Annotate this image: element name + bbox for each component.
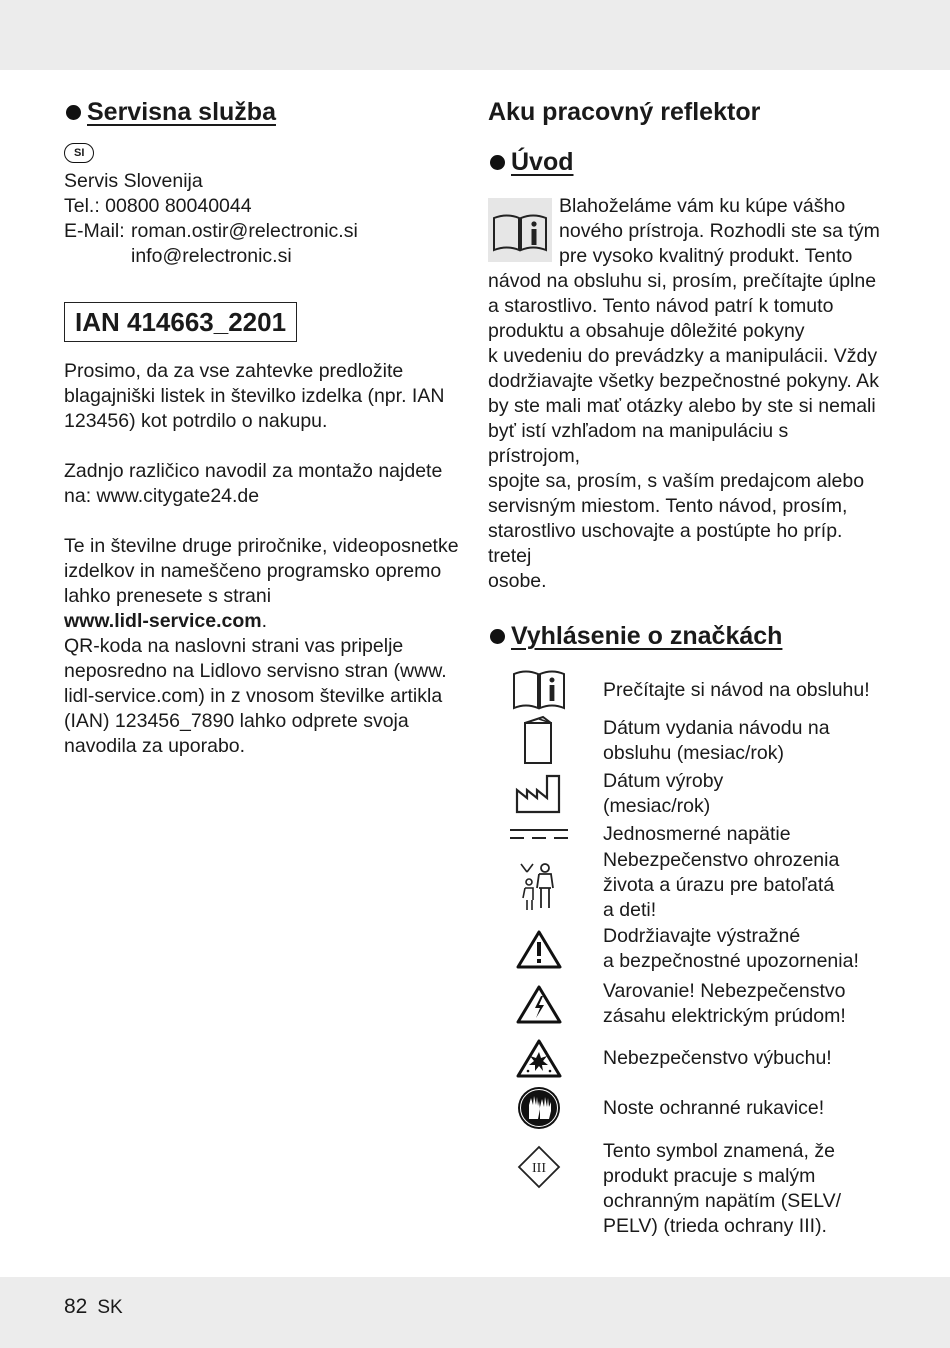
- manual-date-icon: [488, 715, 590, 767]
- electric-shock-icon: [488, 984, 590, 1024]
- symbol-text: Noste ochranné rukavice!: [603, 1096, 825, 1119]
- service-text: [64, 359, 464, 759]
- symbol-row: [488, 848, 880, 923]
- symbol-row: [488, 923, 880, 975]
- symbol-text: Jednosmerné napätie: [603, 822, 791, 845]
- symbol-row: [488, 1033, 880, 1083]
- symbol-text: Dátum vydania návodu na obsluhu (mesiac/rok): [603, 717, 830, 764]
- latest-version-paragraph: Zadnjo različico navodil za montažo najdete na: www.citygate24.de: [64, 460, 443, 507]
- bullet-icon: [490, 629, 505, 644]
- symbol-text: Nebezpečenstvo ohrozenia života a úrazu pre batoľatá a deti!: [603, 849, 840, 921]
- symbol-row: [488, 1083, 880, 1133]
- svg-text:III: III: [532, 1161, 546, 1176]
- service-contact: [64, 169, 464, 269]
- ian-box: IAN 414663_2201: [64, 302, 297, 342]
- intro-heading: Úvod: [488, 142, 880, 182]
- symbol-row: [488, 768, 880, 820]
- language-code: SK: [97, 1297, 123, 1318]
- bullet-icon: [490, 155, 505, 170]
- qr-paragraph: QR-koda na naslovni strani vas pripelje neposredno na Lidlovo servisno stran (www. lidl-service.com) in z vnosom številke artikla (IAN) 123456_7890 lahko odprete svoja navodila za uporabo.: [64, 635, 447, 757]
- contact-line: Servis Slovenija: [64, 170, 203, 192]
- receipt-paragraph: Prosimo, da za vse zahtevke predložite blagajniški listek in številko izdelka (npr. IAN 123456) kot potrdilo o nakupu.: [64, 360, 445, 432]
- email-value: info@relectronic.si: [131, 245, 292, 267]
- service-heading: Servisna služba: [64, 92, 464, 132]
- bottom-band: [0, 1277, 950, 1348]
- product-column: [488, 92, 880, 1241]
- top-band: [0, 0, 950, 70]
- explosion-icon: [488, 1038, 590, 1078]
- symbol-row: [488, 714, 880, 768]
- info-book-icon: [488, 198, 552, 262]
- lidl-service-link[interactable]: www.lidl-service.com: [64, 610, 262, 632]
- symbol-row: [488, 666, 880, 714]
- symbol-row: [488, 820, 880, 848]
- contact-line: Tel.: 00800 80040044: [64, 195, 252, 217]
- product-title: Aku pracovný reflektor: [488, 98, 761, 126]
- factory-icon: [488, 772, 590, 816]
- symbol-row: [488, 975, 880, 1033]
- service-column: [64, 92, 464, 759]
- email-value: roman.ostir@relectronic.si: [131, 220, 358, 242]
- dc-voltage-icon: [488, 826, 590, 842]
- page-footer: [64, 1293, 123, 1322]
- page-number: 82: [64, 1295, 88, 1318]
- child-warning-icon: [488, 860, 590, 912]
- symbols-heading: Vyhlásenie o značkách: [488, 616, 880, 656]
- read-manual-icon: [488, 668, 590, 712]
- protection-class-iii-icon: [488, 1139, 590, 1189]
- symbol-row: [488, 1133, 880, 1241]
- symbol-text: Dátum výroby (mesiac/rok): [603, 770, 724, 817]
- intro-text: Blahoželáme vám ku kúpe vášho nového prístroja. Rozhodli ste sa tým pre vysoko kvalitný produkt. Tento návod na obsluhu si, prosím, prečítajte úplne a starostlivo. Tento návod patrí k tomuto produktu a obsahuje dôležité pokyny k uvedeniu do prevádzky a manipulácii. Vždy dodržiavajte všetky bezpečnostné pokyny. Ak by ste mali mať otázky alebo by ste si nemali byť istí vzhľadom na manipuláciu s prístrojom, spojte sa, prosím, s vaším predajcom alebo servisným miestom. Tento návod, prosím, starostlivo uschovajte a postúpte ho príp. tretej osobe.: [488, 195, 880, 592]
- symbol-text: Nebezpečenstvo výbuchu!: [603, 1046, 832, 1069]
- email-row: [64, 219, 464, 244]
- intro-section: [488, 194, 880, 594]
- symbols-list: [488, 666, 880, 1241]
- warning-triangle-icon: [488, 929, 590, 969]
- email-row: [64, 244, 464, 269]
- symbol-text: Prečítajte si návod na obsluhu!: [603, 678, 870, 701]
- bullet-icon: [66, 105, 81, 120]
- symbol-text: Dodržiavajte výstražné a bezpečnostné upozornenia!: [603, 925, 859, 972]
- gloves-icon: [488, 1085, 590, 1131]
- downloads-paragraph: Te in številne druge priročnike, videoposnetke izdelkov in nameščeno programsko opremo lahko prenesete s strani www.lidl-service.com.: [64, 535, 459, 632]
- symbol-text: Varovanie! Nebezpečenstvo zásahu elektrickým prúdom!: [603, 980, 846, 1027]
- symbol-text: Tento symbol znamená, že produkt pracuje s malým ochranným napätím (SELV/ PELV) (trieda ochrany III).: [603, 1140, 842, 1237]
- country-badge: SI: [64, 143, 94, 163]
- email-label: E-Mail:: [64, 220, 125, 242]
